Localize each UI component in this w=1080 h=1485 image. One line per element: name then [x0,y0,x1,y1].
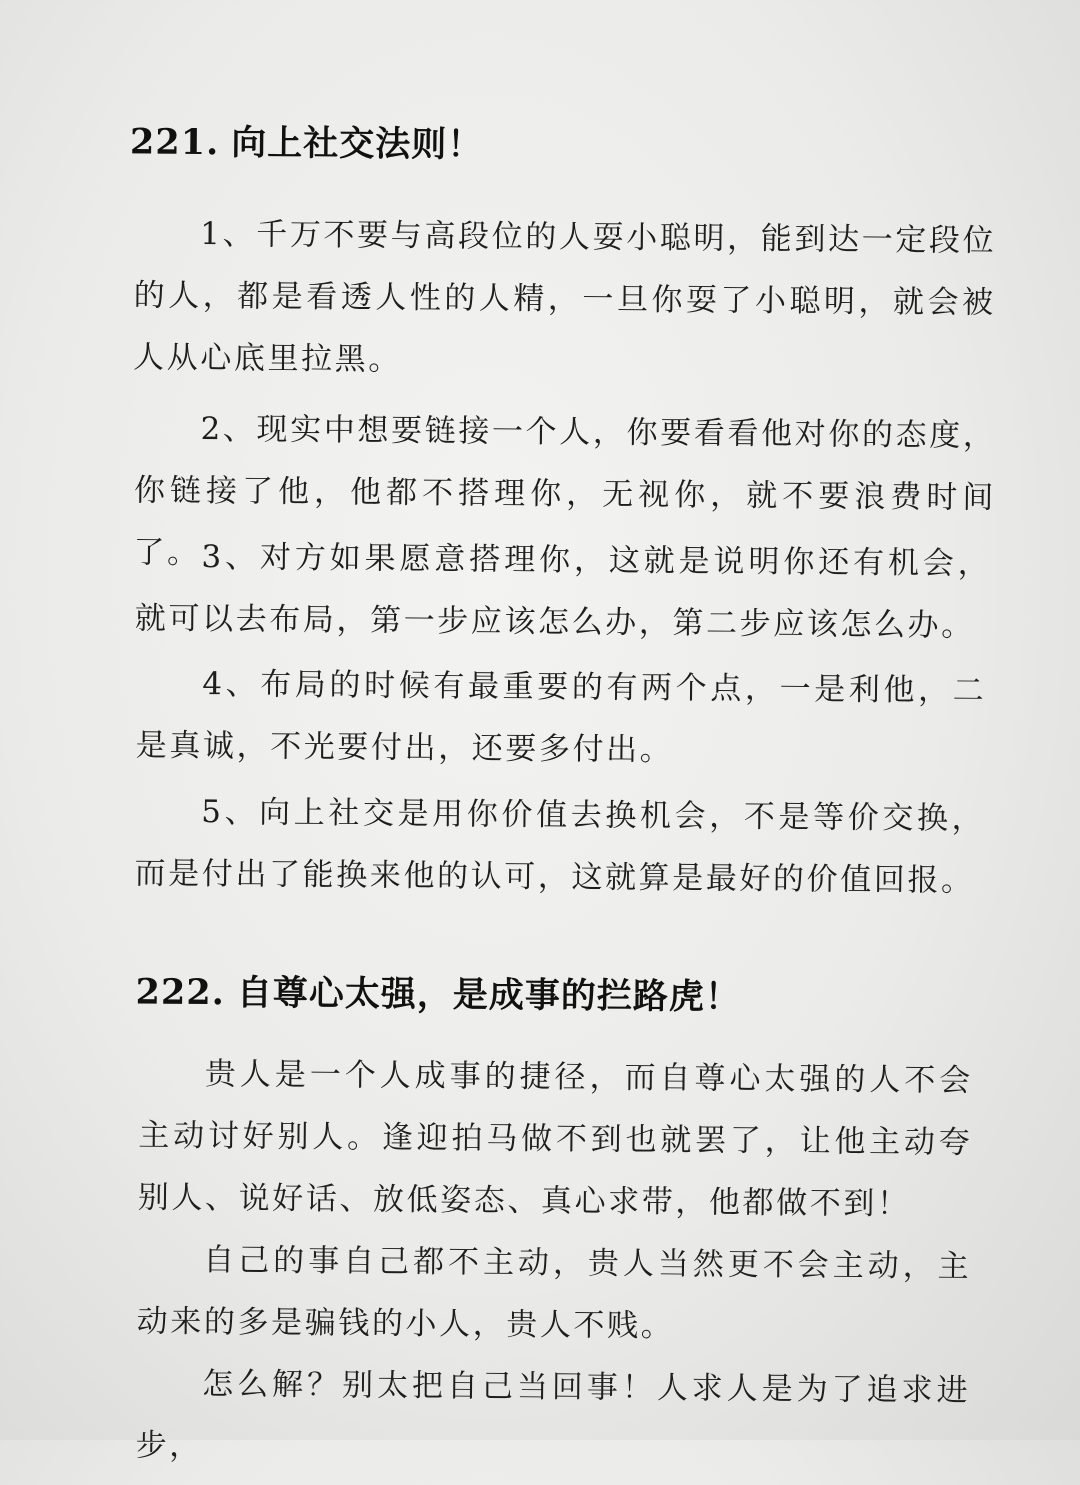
paragraph: 贵人是一个人成事的捷径，而自尊心太强的人不会主动讨好别人。逢迎拍马做不到也就罢了，让他主动夸别人、说好话、放低姿态、真心求带，他都做不到！ [137,1056,974,1223]
paragraph: 怎么解？别太把自己当回事！人求人是为了追求进步， [135,1366,971,1465]
section-title: 向上社交法则！ [231,123,484,166]
section-title: 自尊心太强，是成事的拦路虎！ [236,973,742,1018]
paragraph: 自己的事自己都不主动，贵人当然更不会主动，主动来的多是骗钱的小人，贵人不贱。 [136,1242,972,1345]
section-number: 222. [135,971,226,1014]
paragraph: 3、对方如果愿意搭理你，这就是说明你还有机会，就可以去布局，第一步应该怎么办，第二步应该怎么办。 [134,539,992,644]
paragraph: 1、千万不要与高段位的人耍小聪明，能到达一定段位的人，都是看透人性的人精，一旦你耍了小聪明，就会被人从心底里拉黑。 [132,216,997,378]
paragraph: 5、向上社交是用你价值去换机会，不是等价交换，而是付出了能换来他的认可，这就算是最好的价值回报。 [134,794,986,899]
paragraph: 2、现实中想要链接一个人，你要看看他对你的态度，你链接了他，他都不搭理你，无视你，就不要浪费时间了。 [133,411,997,572]
section-heading [135,964,741,1019]
paragraph: 4、布局的时候有最重要的有两个点，一是利他，二是真诚，不光要付出，还要多付出。 [135,666,987,769]
section-number: 221. [129,121,220,164]
section-heading [130,114,484,167]
